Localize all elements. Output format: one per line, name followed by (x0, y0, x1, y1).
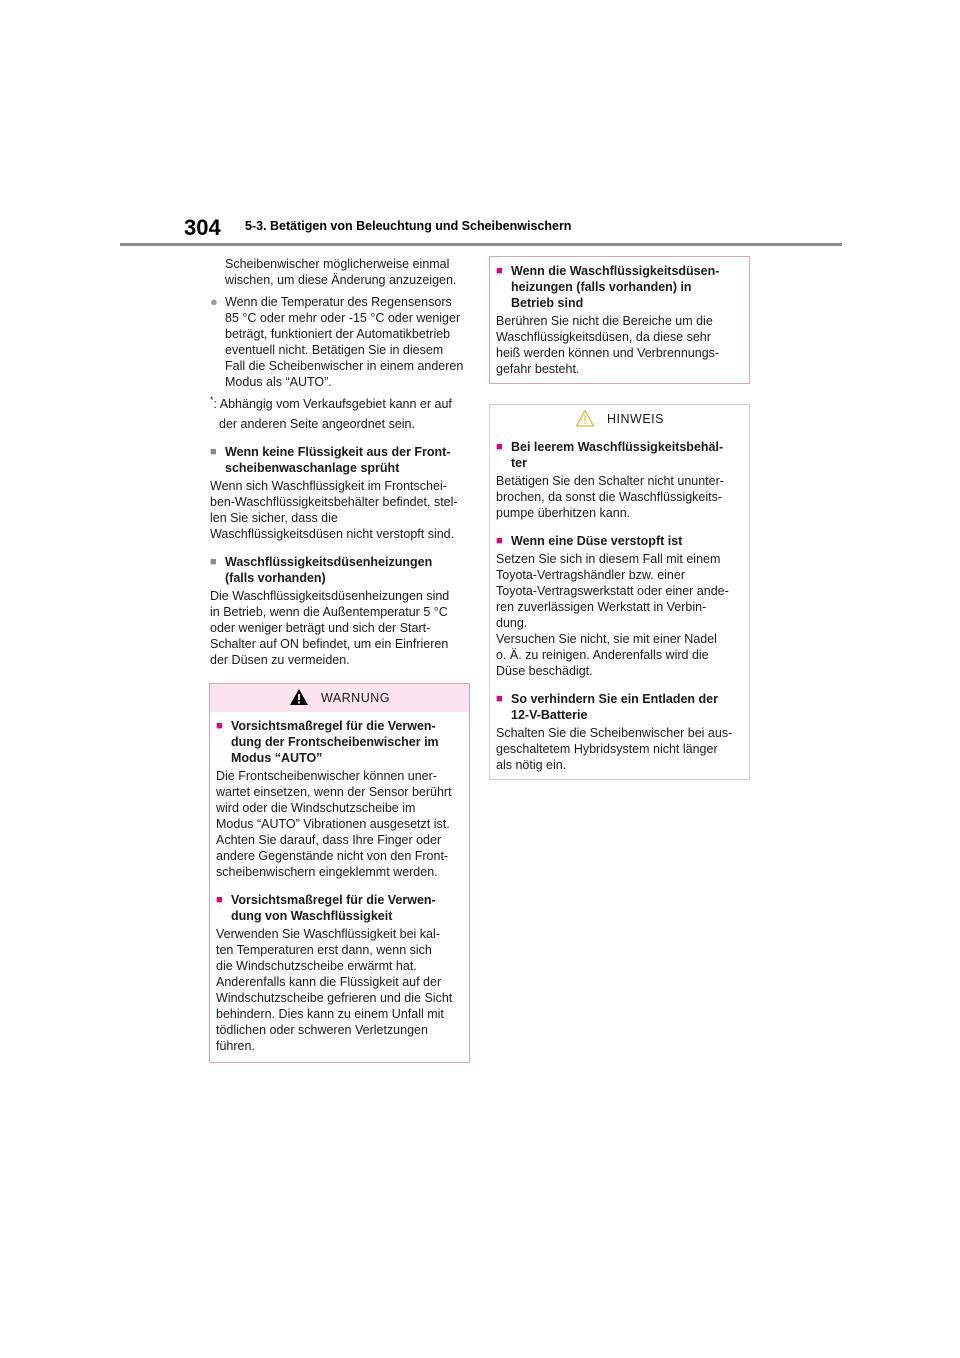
text-line: dung der Frontscheibenwischer im (231, 735, 439, 749)
text-line: Düse beschädigt. (496, 664, 593, 678)
text-line: führen. (216, 1039, 255, 1053)
notice-item-heading (496, 439, 743, 471)
section-body-nozzle-heaters (210, 588, 468, 668)
notice-triangle-icon (575, 409, 595, 430)
text-line: oder weniger beträgt und sich der Start- (210, 621, 431, 636)
text-line: der Düsen zu vermeiden. (210, 653, 350, 668)
notice-title: HINWEIS (607, 412, 664, 426)
text-line: behindern. Dies kann zu einem Unfall mit (216, 1007, 444, 1021)
warning-box-header (210, 684, 469, 712)
square-bullet-icon: ■ (496, 693, 503, 705)
text-line: Modus “AUTO” Vibrationen ausgesetzt ist. (216, 817, 450, 831)
text-line: Wenn die Waschflüssigkeitsdüsen- (511, 264, 720, 278)
notice-item-heading (496, 533, 743, 549)
section-heading-no-fluid (210, 444, 468, 476)
text-line: Waschflüssigkeitsdüsen, da diese sehr (496, 330, 711, 344)
text-line: Windschutzscheibe gefrieren und die Sicht (216, 991, 453, 1005)
text-line: Modus “AUTO” (231, 751, 323, 765)
text-line: Wenn keine Flüssigkeit aus der Front- (225, 445, 451, 460)
bullet-item (210, 294, 468, 390)
warning-item-body (216, 768, 463, 880)
text-line: wartet einsetzen, wenn der Sensor berührt (216, 785, 452, 799)
square-bullet-icon: ■ (496, 441, 503, 453)
notice-item-body (496, 725, 743, 773)
section-body-no-fluid (210, 478, 468, 542)
text-line: So verhindern Sie ein Entladen der (511, 692, 718, 706)
text-line: Wenn eine Düse verstopft ist (511, 534, 683, 548)
warning-box (209, 683, 470, 1063)
text-line: die Windschutzscheibe erwärmt hat. (216, 959, 417, 973)
footnote (210, 392, 468, 432)
warning-triangle-icon (289, 688, 309, 709)
text-line: Betätigen Sie den Schalter nicht ununter- (496, 474, 724, 488)
section-heading-nozzle-heaters (210, 554, 468, 586)
text-line: Modus als “AUTO”. (225, 375, 332, 389)
left-column (210, 256, 468, 668)
text-line: Betrieb sind (511, 296, 584, 310)
square-bullet-icon: ■ (210, 446, 217, 459)
text-line: Toyota-Vertragshändler bzw. einer (496, 568, 685, 582)
text-line: in Betrieb, wenn die Außentemperatur 5 °C (210, 605, 448, 620)
text-line: Vorsichtsmaßregel für die Verwen- (231, 719, 436, 733)
text-line: Scheibenwischer möglicherweise einmal (225, 257, 450, 271)
text-line: pumpe überhitzen kann. (496, 506, 631, 520)
text-line: Toyota-Vertragswerkstatt oder einer ande- (496, 584, 729, 598)
header-rule (120, 243, 842, 246)
text-line: als nötig ein. (496, 758, 567, 772)
square-bullet-icon: ■ (216, 720, 223, 732)
text-line: Anderenfalls kann die Flüssigkeit auf der (216, 975, 442, 989)
warning-box-continued (489, 256, 750, 384)
warning-box-body (210, 712, 469, 1060)
chapter-title: 5-3. Betätigen von Beleuchtung und Scheibenwischern (245, 219, 572, 233)
text-line: Waschflüssigkeitsdüsenheizungen (225, 555, 433, 570)
footnote-marker: * (210, 395, 214, 405)
notice-box-body (490, 433, 749, 779)
text-line: eventuell nicht. Betätigen Sie in diesem (225, 343, 444, 357)
warning-item-body (496, 313, 743, 377)
text-line: Berühren Sie nicht die Bereiche um die (496, 314, 713, 328)
text-line: heizungen (falls vorhanden) in (511, 280, 692, 294)
text-line: der anderen Seite angeordnet sein. (219, 417, 415, 432)
text-line: len Sie sicher, dass die (210, 511, 338, 526)
text-line: Schalten Sie die Scheibenwischer bei aus- (496, 726, 733, 740)
text-line: gefahr besteht. (496, 362, 580, 376)
warning-item-body (216, 926, 463, 1054)
text-line: Schalter auf ON befindet, um ein Einfrieren (210, 637, 449, 652)
notice-box-header (490, 405, 749, 433)
text-line: scheibenwaschanlage sprüht (225, 461, 400, 476)
text-line: Wenn sich Waschflüssigkeit im Frontschei- (210, 479, 447, 494)
text-line: (falls vorhanden) (225, 571, 326, 586)
text-line: geschaltetem Hybridsystem nicht länger (496, 742, 718, 756)
warning-box-continued-body (490, 257, 749, 383)
square-bullet-icon: ■ (496, 535, 503, 547)
bullet-dot-icon: ● (210, 294, 218, 309)
text-line: Achten Sie darauf, dass Ihre Finger oder (216, 833, 442, 847)
notice-item-body (496, 551, 743, 679)
intro-continuation (210, 256, 468, 288)
text-line: Versuchen Sie nicht, sie mit einer Nadel (496, 632, 717, 646)
text-line: andere Gegenstände nicht von den Front- (216, 849, 449, 863)
notice-box (489, 404, 750, 780)
notice-item-heading (496, 691, 743, 723)
text-line: scheibenwischern eingeklemmt werden. (216, 865, 438, 879)
text-line: ter (511, 456, 527, 470)
text-line: Verwenden Sie Waschflüssigkeit bei kal- (216, 927, 440, 941)
text-line: wischen, um diese Änderung anzuzeigen. (225, 273, 457, 287)
text-line: dung. (496, 616, 528, 630)
warning-item-heading (216, 718, 463, 766)
text-line: beträgt, funktioniert der Automatikbetrieb (225, 327, 451, 341)
warning-title: WARNUNG (320, 691, 390, 705)
text-line: 12-V-Batterie (511, 708, 588, 722)
page-number: 304 (184, 215, 221, 240)
text-line: Wenn die Temperatur des Regensensors (225, 295, 452, 309)
text-line: : Abhängig vom Verkaufsgebiet kann er auf (213, 397, 452, 412)
text-line: Die Waschflüssigkeitsdüsenheizungen sind (210, 589, 450, 604)
warning-item-heading (496, 263, 743, 311)
square-bullet-icon: ■ (496, 265, 503, 277)
text-line: Waschflüssigkeitsdüsen nicht verstopft sind. (210, 527, 455, 542)
text-line: brochen, da sonst die Waschflüssigkeits- (496, 490, 723, 504)
text-line: Bei leerem Waschflüssigkeitsbehäl- (511, 440, 724, 454)
text-line: ren zuverlässigen Werkstatt in Verbin- (496, 600, 707, 614)
text-line: dung von Waschflüssigkeit (231, 909, 393, 923)
text-line: 85 °C oder mehr oder -15 °C oder weniger (225, 311, 461, 325)
text-line: Fall die Scheibenwischer in einem anderen (225, 359, 464, 373)
text-line: wird oder die Windschutzscheibe im (216, 801, 416, 815)
text-line: Vorsichtsmaßregel für die Verwen- (231, 893, 436, 907)
text-line: heiß werden können und Verbrennungs- (496, 346, 720, 360)
text-line: o. Ä. zu reinigen. Anderenfalls wird die (496, 648, 709, 662)
text-line: ben-Waschflüssigkeitsbehälter befindet, stel- (210, 495, 458, 510)
text-line: Die Frontscheibenwischer können uner- (216, 769, 437, 783)
square-bullet-icon: ■ (210, 556, 217, 569)
text-line: ten Temperaturen erst dann, wenn sich (216, 943, 432, 957)
notice-item-body (496, 473, 743, 521)
text-line: tödlichen oder schweren Verletzungen (216, 1023, 428, 1037)
square-bullet-icon: ■ (216, 894, 223, 906)
text-line: Setzen Sie sich in diesem Fall mit einem (496, 552, 721, 566)
warning-item-heading (216, 892, 463, 924)
